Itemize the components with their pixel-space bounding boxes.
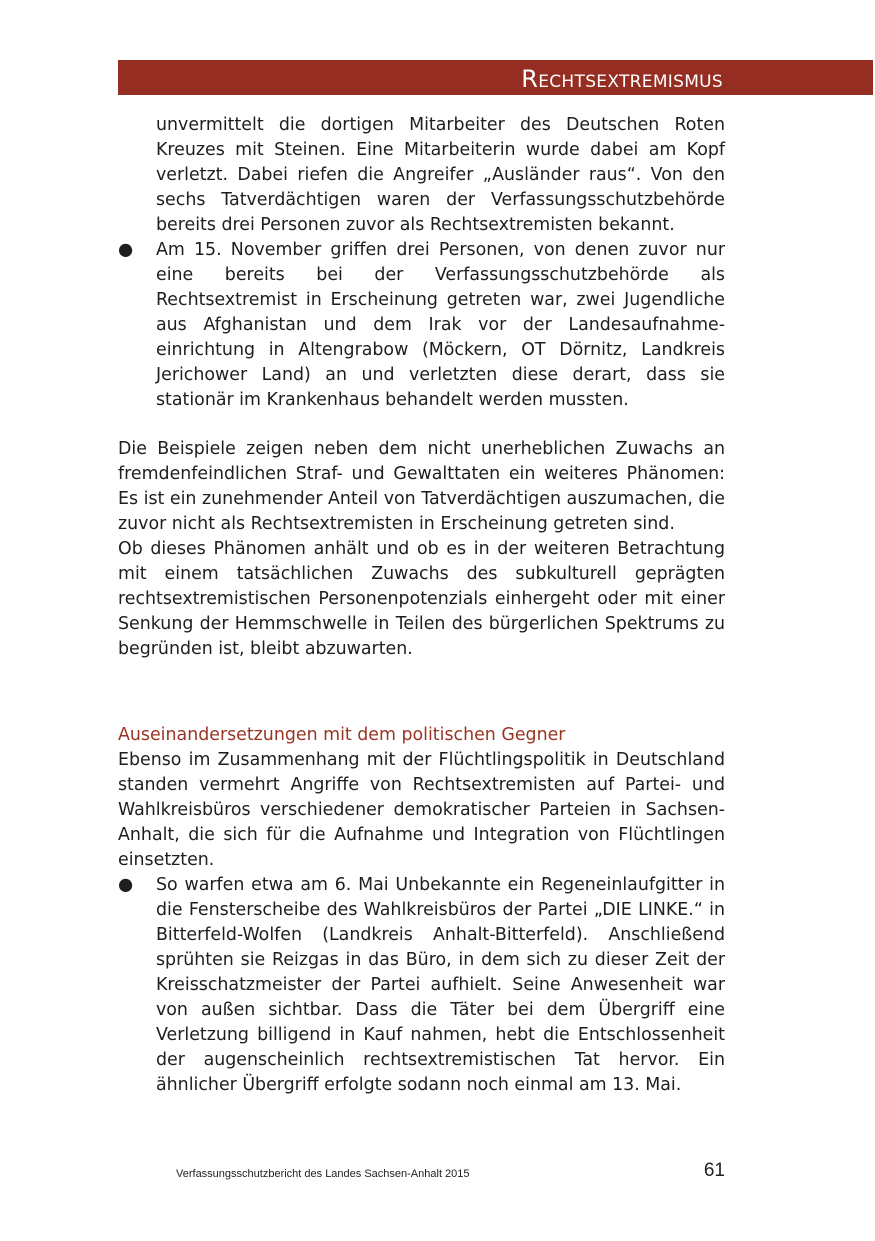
chapter-header-bar [118,60,873,95]
chapter-title: Rechtsextremismus [521,65,723,93]
footer-text: Verfassungsschutzbericht des Landes Sachsen-Anhalt 2015 [176,1168,470,1180]
list-item-text: So warfen etwa am 6. Mai Unbekannte ein Regeneinlaufgitter in die Fensterscheibe des Wahlkreisbüros der Partei „DIE LINKE.“ in Bitterfeld-Wolfen (Landkreis Anhalt-Bitterfeld). Anschließend sprühten sie Reizgas in das Büro, in dem sich zu dieser Zeit der Kreisschatzmeister der Partei aufhielt. Seine Anwesenheit war von außen sichtbar. Dass die Täter bei dem Übergriff eine Verletzung billigend in Kauf nahmen, hebt die Entschlossenheit der augenscheinlich rechtsextremistischen Tat hervor. Ein ähnlicher Übergriff erfolgte sodann noch einmal am 13. Mai. [156,875,725,1095]
page-number: 61 [703,1160,725,1181]
block-continuation [118,113,725,413]
bullet-icon: ● [118,875,134,895]
paragraph: Ebenso im Zusammenhang mit der Flüchtlingspolitik in Deutschland standen vermehrt Angriffe von Rechtsextremisten auf Partei- und Wahlkreisbüros verschiedener demokratischer Parteien in Sachsen-Anhalt, die sich für die Aufnahme und Integration von Flüchtlingen einsetzten. [118,750,725,870]
section-political-opponent [118,723,725,1098]
list-item [118,873,725,1098]
block-analysis [118,437,725,662]
bullet-icon: ● [118,240,134,260]
list-item-text: Am 15. November griffen drei Personen, von denen zuvor nur eine bereits bei der Verfassungsschutzbehörde als Rechtsextremist in Erscheinung getreten war, zwei Jugendliche aus Afghanistan und dem Irak vor der Landesaufnahmeeinrichtung in Altengrabow (Möckern, OT Dörnitz, Landkreis Jerichower Land) an und verletzten diese derart, dass sie stationär im Krankenhaus behandelt werden mussten. [156,240,725,410]
paragraph: Die Beispiele zeigen neben dem nicht unerheblichen Zuwachs an fremdenfeindlichen Straf- und Gewalttaten ein weiteres Phänomen: Es ist ein zunehmender Anteil von Tatverdächtigen auszumachen, die zuvor nicht als Rechtsextremisten in Erscheinung getreten sind. [118,439,725,534]
section-heading: Auseinandersetzungen mit dem politischen Gegner [118,725,566,745]
paragraph: Ob dieses Phänomen anhält und ob es in der weiteren Betrachtung mit einem tatsächlichen Zuwachs des subkulturell geprägten rechtsextremistischen Personenpotenzials einhergeht oder mit einer Senkung der Hemmschwelle in Teilen des bürgerlichen Spektrums zu begründen ist, bleibt abzuwarten. [118,539,725,659]
list-item [118,238,725,413]
continuation-paragraph: unvermittelt die dortigen Mitarbeiter des Deutschen Roten Kreuzes mit Steinen. Eine Mitarbeiterin wurde dabei am Kopf verletzt. Dabei riefen die Angreifer „Ausländer raus“. Von den sechs Tatverdächtigen waren der Verfassungsschutzbehörde bereits drei Personen zuvor als Rechtsextremisten bekannt. [156,115,725,235]
